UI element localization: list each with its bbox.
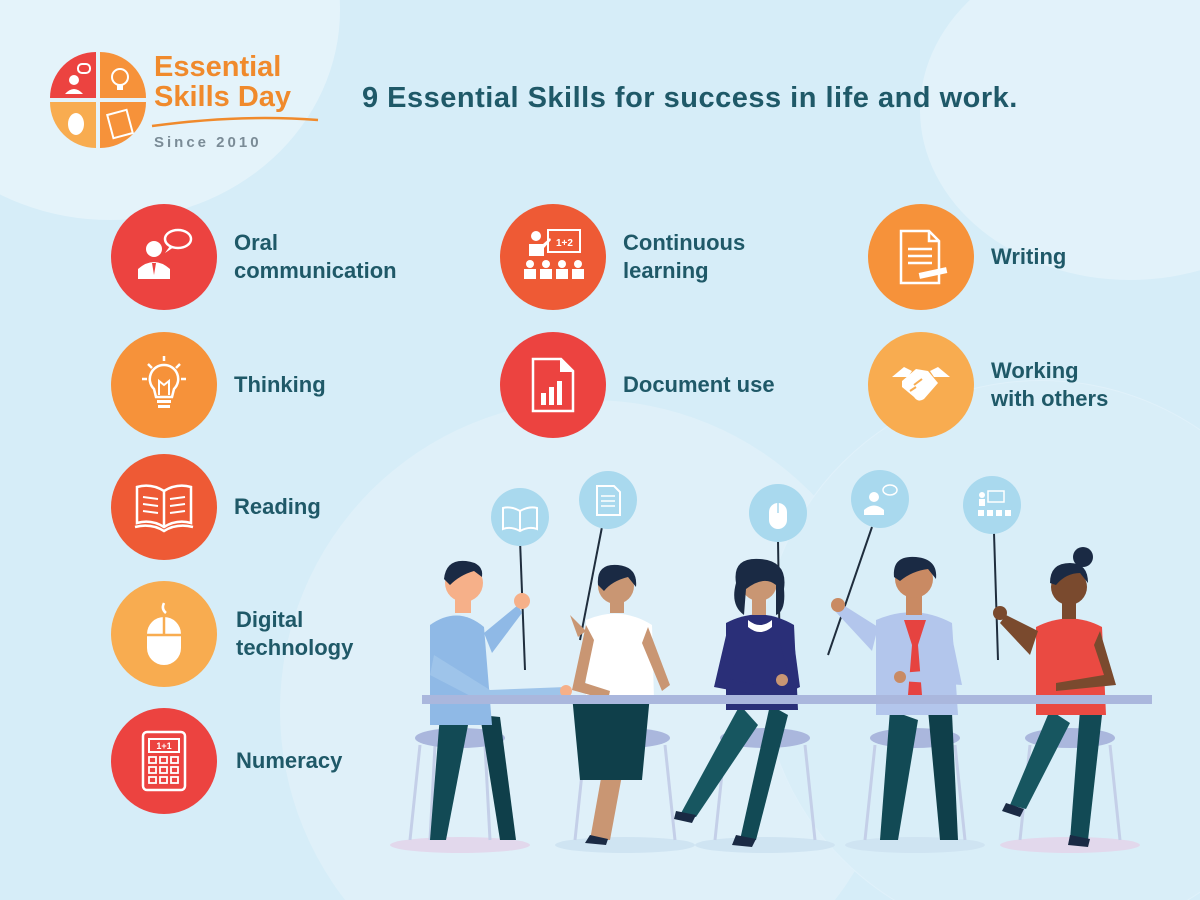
skill-label-line-2: with others	[991, 386, 1109, 411]
skill-circle	[111, 581, 217, 687]
skill-writing	[868, 204, 1066, 310]
skill-label	[623, 371, 775, 399]
skill-label-line-1: Oral	[234, 230, 279, 255]
calculator-display: 1+1	[156, 741, 172, 751]
skill-label	[236, 747, 342, 775]
skill-label-line-1: Writing	[991, 244, 1067, 269]
skill-circle	[500, 204, 606, 310]
skill-label-line-1: Reading	[234, 494, 321, 519]
skill-label	[991, 243, 1066, 271]
skill-circle	[111, 454, 217, 560]
brand-line-1: Essential	[154, 51, 282, 83]
logo-wordmark	[154, 52, 334, 112]
brand-line-2: Skills Day	[154, 81, 292, 113]
calculator-icon	[139, 730, 189, 792]
brand-since: Since 2010	[154, 134, 262, 151]
document-chart-icon	[523, 355, 583, 415]
logo-swoosh-icon	[150, 114, 320, 130]
skill-circle	[111, 332, 217, 438]
document-pen-icon	[891, 227, 951, 287]
skill-circle	[868, 332, 974, 438]
skill-thinking	[111, 332, 326, 438]
skill-label-line-1: Working	[991, 358, 1079, 383]
handshake-icon	[888, 355, 954, 415]
skill-reading	[111, 454, 321, 560]
teacher-classroom-icon	[520, 224, 586, 290]
skill-circle	[111, 204, 217, 310]
skill-circle	[111, 708, 217, 814]
team-illustration	[380, 455, 1180, 895]
skill-continuous-learning	[500, 204, 745, 310]
skill-document-use	[500, 332, 775, 438]
skill-label	[234, 229, 397, 285]
skill-label	[991, 357, 1108, 413]
skill-label-line-2: communication	[234, 258, 397, 283]
skill-circle	[500, 332, 606, 438]
skill-working-with-others	[868, 332, 1108, 438]
computer-mouse-icon	[139, 601, 189, 667]
skill-label	[234, 493, 321, 521]
skill-label	[236, 606, 353, 662]
skill-label-line-2: technology	[236, 635, 354, 660]
table-top	[422, 695, 1152, 704]
person-2	[570, 565, 670, 845]
skill-label-line-2: learning	[623, 258, 709, 283]
skill-label	[623, 229, 745, 285]
page-title: 9 Essential Skills for success in life and work.	[362, 82, 1018, 114]
skill-oral-communication	[111, 204, 397, 310]
skill-label-line-1: Digital	[236, 607, 304, 632]
skill-label-line-1: Document use	[623, 372, 775, 397]
skill-circle	[868, 204, 974, 310]
skill-label-line-1: Numeracy	[236, 748, 343, 773]
logo	[50, 52, 330, 152]
learning-board-text: 1+2	[556, 238, 573, 249]
lightbulb-icon	[134, 355, 194, 415]
skill-digital-technology	[111, 581, 353, 687]
skill-label-line-1: Continuous	[623, 230, 746, 255]
skill-label-line-1: Thinking	[234, 372, 326, 397]
skill-label	[234, 371, 326, 399]
open-book-icon	[131, 479, 197, 535]
speaker-speech-bubble-icon	[132, 225, 196, 289]
skill-numeracy	[111, 708, 342, 814]
logo-mark-icon	[50, 52, 146, 148]
